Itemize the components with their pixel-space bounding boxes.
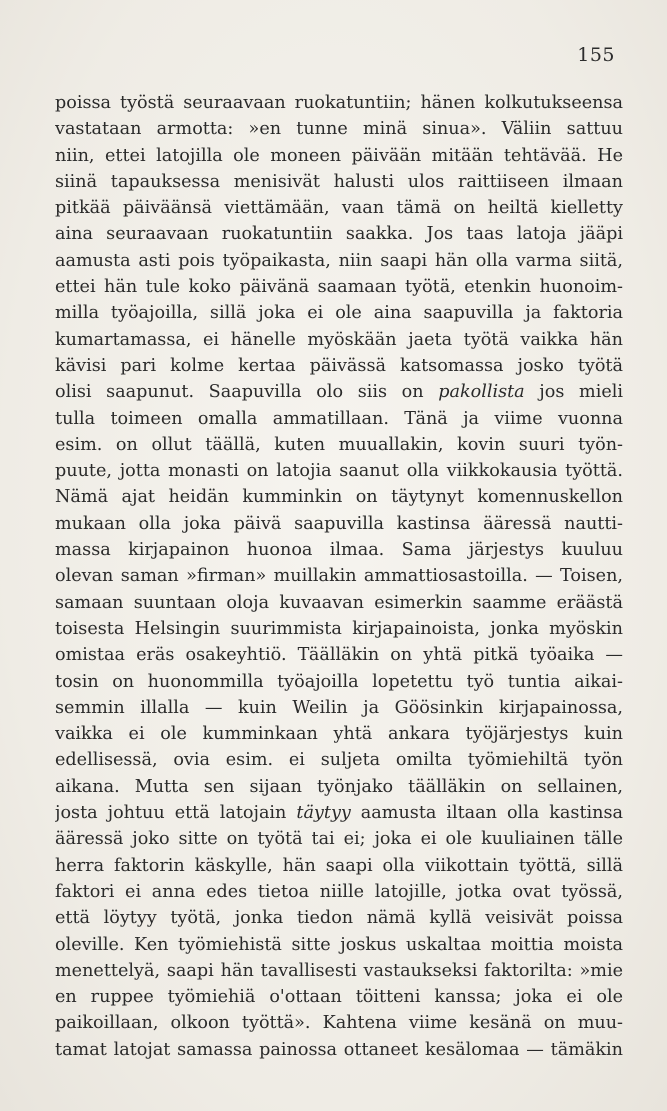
text-line: että löytyy työtä, jonka tiedon nämä kyllä veisivät poissa bbox=[55, 908, 623, 929]
body-text bbox=[55, 90, 623, 1063]
text-line: en ruppee työmiehiä o'ottaan töitteni kanssa; joka ei ole bbox=[55, 987, 623, 1008]
text-line: paikoillaan, olkoon työttä». Kahtena viime kesänä on muu- bbox=[55, 1013, 623, 1034]
text-line: vaikka ei ole kumminkaan yhtä ankara työjärjestys kuin bbox=[55, 724, 623, 745]
text-line: vastataan armotta: »en tunne minä sinua». Väliin sattuu bbox=[55, 119, 623, 140]
text-line: mukaan olla joka päivä saapuvilla kastinsa ääressä nautti- bbox=[55, 513, 623, 534]
text-line: faktori ei anna edes tietoa niille latojille, jotka ovat työssä, bbox=[55, 881, 623, 902]
text-run: olisi saapunut. Saapuvilla olo siis on bbox=[55, 382, 439, 403]
text-line: puute, jotta monasti on latojia saanut olla viikkokausia työttä. bbox=[55, 461, 623, 482]
text-line: esim. on ollut täällä, kuten muuallakin, kovin suuri työn- bbox=[55, 434, 623, 455]
text-line: kävisi pari kolme kertaa päivässä katsomassa josko työtä bbox=[55, 355, 623, 376]
text-line: edellisessä, ovia esim. ei suljeta omilta työmiehiltä työn bbox=[55, 750, 623, 771]
text-line: ääressä joko sitte on työtä tai ei; joka ei ole kuuliainen tälle bbox=[55, 829, 623, 850]
text-line: Nämä ajat heidän kumminkin on täytynyt komennuskellon bbox=[55, 487, 623, 508]
text-line: siinä tapauksessa menisivät halusti ulos raittiiseen ilmaan bbox=[55, 171, 623, 192]
text-line: aikana. Mutta sen sijaan työnjako täälläkin on sellainen, bbox=[55, 776, 623, 797]
text-line: tulla toimeen omalla ammatillaan. Tänä ja viime vuonna bbox=[55, 408, 623, 429]
text-line: niin, ettei latojilla ole moneen päivään mitään tehtävää. He bbox=[55, 145, 623, 166]
text-line: omistaa eräs osakeyhtiö. Täälläkin on yhtä pitkä työaika — bbox=[55, 645, 623, 666]
emphasized-word: täytyy bbox=[296, 803, 351, 824]
text-line: poissa työstä seuraavaan ruokatuntiin; hänen kolkutukseensa bbox=[55, 93, 623, 113]
text-line: pitkää päiväänsä viettämään, vaan tämä on heiltä kielletty bbox=[55, 198, 623, 219]
text-run: josta johtuu että latojain bbox=[55, 803, 297, 824]
text-line: aamusta asti pois työpaikasta, niin saapi hän olla varma siitä, bbox=[55, 250, 623, 271]
text-line: milla työajoilla, sillä joka ei ole aina saapuvilla ja faktoria bbox=[55, 303, 623, 324]
text-line: oleville. Ken työmiehistä sitte joskus uskaltaa moittia moista bbox=[55, 934, 623, 955]
text-line: menettelyä, saapi hän tavallisesti vastaukseksi faktorilta: »mie bbox=[55, 960, 623, 981]
text-line: semmin illalla — kuin Weilin ja Göösinkin kirjapainossa, bbox=[55, 697, 623, 718]
text-line: herra faktorin käskylle, hän saapi olla viikottain työttä, sillä bbox=[55, 855, 623, 876]
text-line: massa kirjapainon huonoa ilmaa. Sama järjestys kuuluu bbox=[55, 540, 623, 561]
text-line: tosin on huonommilla työajoilla lopetettu työ tuntia aikai- bbox=[55, 671, 623, 692]
text-line bbox=[55, 379, 623, 405]
text-line: olevan saman »firman» muillakin ammattiosastoilla. — Toisen, bbox=[55, 566, 623, 587]
text-line: aina seuraavaan ruokatuntiin saakka. Jos taas latoja jääpi bbox=[55, 224, 623, 245]
text-run: jos mieli bbox=[524, 382, 623, 403]
text-run: aamusta iltaan olla kastinsa bbox=[350, 803, 623, 824]
text-line: toisesta Helsingin suurimmista kirjapainoista, jonka myöskin bbox=[55, 618, 623, 639]
text-line bbox=[55, 800, 623, 826]
text-line: tamat latojat samassa painossa ottaneet kesälomaa — tämäkin bbox=[55, 1039, 623, 1060]
page-number: 155 bbox=[577, 44, 615, 66]
text-line: samaan suuntaan oloja kuvaavan esimerkin saamme eräästä bbox=[55, 592, 623, 613]
text-line: kumartamassa, ei hänelle myöskään jaeta työtä vaikka hän bbox=[55, 329, 623, 350]
text-line: ettei hän tule koko päivänä saamaan työtä, etenkin huonoim- bbox=[55, 277, 623, 298]
emphasized-word: pakollista bbox=[438, 382, 525, 403]
